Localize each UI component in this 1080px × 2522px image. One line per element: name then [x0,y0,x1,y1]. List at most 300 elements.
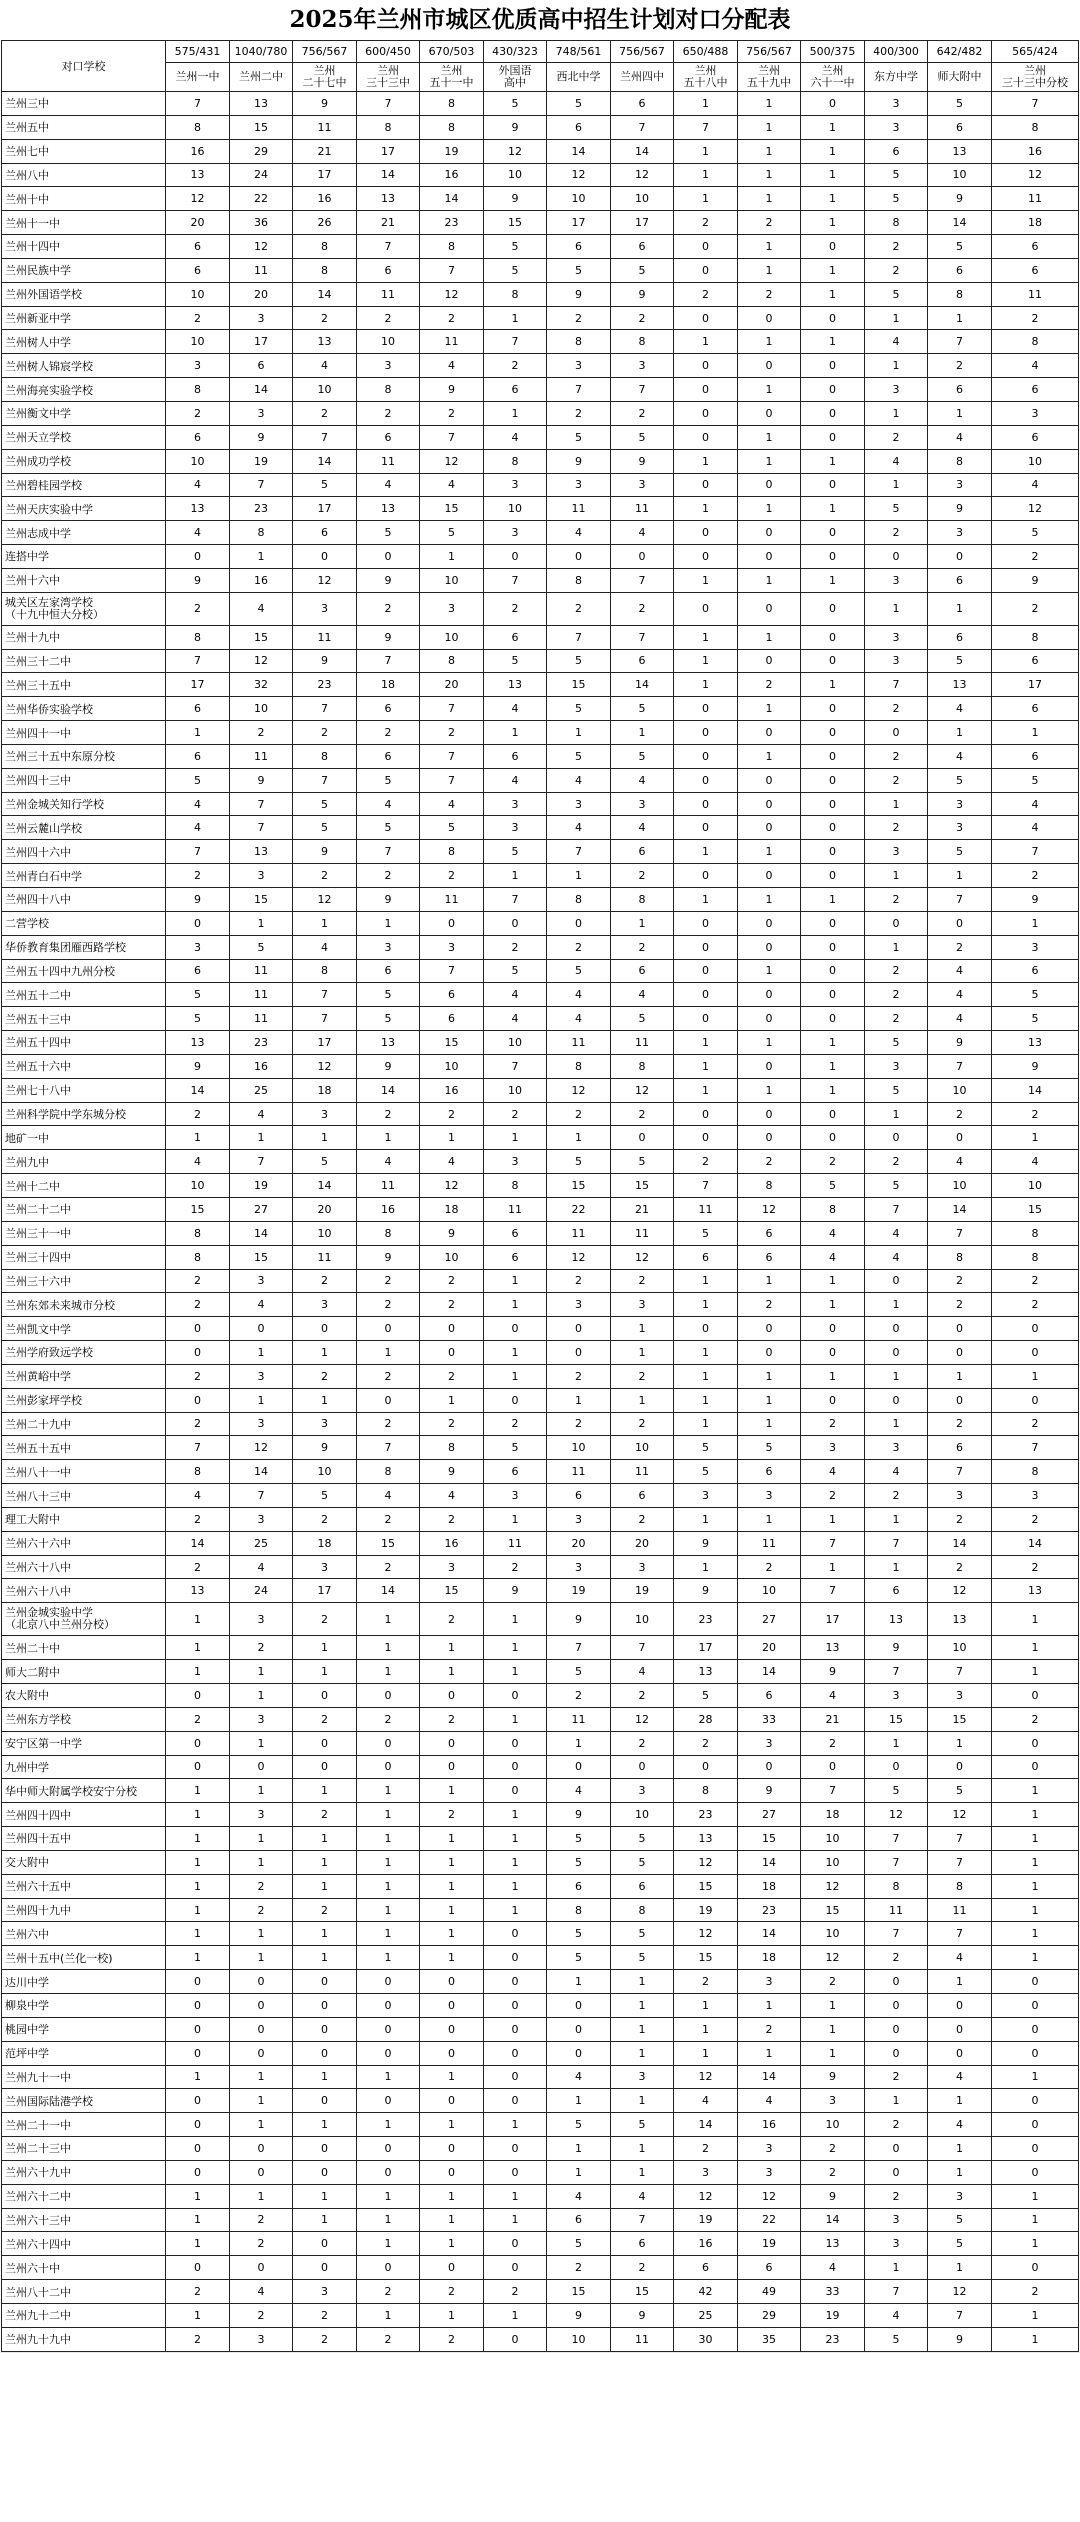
school-name-cell: 地矿一中 [2,1126,166,1150]
quota-cell: 6 [611,92,674,116]
quota-cell: 1 [674,139,738,163]
quota-cell: 2 [293,721,357,745]
quota-cell: 0 [801,1007,865,1031]
table-row [2,1341,1079,1365]
school-name-cell: 兰州东方学校 [2,1707,166,1731]
column-header: 师大附中 [928,63,992,92]
quota-cell: 2 [865,959,928,983]
quota-cell: 0 [293,1731,357,1755]
quota-cell: 1 [928,2256,992,2280]
quota-cell: 1 [738,697,801,721]
quota-cell: 1 [166,1850,230,1874]
quota-cell: 2 [166,1364,230,1388]
table-row [2,1922,1079,1946]
quota-cell: 3 [865,2232,928,2256]
quota-cell: 13 [230,92,293,116]
quota-cell: 13 [801,2232,865,2256]
quota-cell: 22 [230,187,293,211]
quota-cell: 0 [992,1388,1079,1412]
quota-cell: 9 [992,1054,1079,1078]
school-name-cell: 二营学校 [2,911,166,935]
quota-cell: 0 [166,1731,230,1755]
school-name-cell: 兰州四十六中 [2,840,166,864]
quota-cell: 0 [801,864,865,888]
quota-cell: 2 [801,2137,865,2161]
quota-cell: 4 [357,792,420,816]
quota-cell: 2 [674,1150,738,1174]
quota-cell: 2 [293,864,357,888]
quota-cell: 2 [738,211,801,235]
quota-cell: 1 [992,721,1079,745]
quota-cell: 8 [992,115,1079,139]
quota-cell: 14 [357,1579,420,1603]
quota-cell: 8 [547,1054,611,1078]
quota-cell: 0 [420,2017,484,2041]
quota-cell: 5 [547,2232,611,2256]
quota-cell: 3 [674,2160,738,2184]
quota-cell: 16 [230,1054,293,1078]
quota-cell: 1 [992,1922,1079,1946]
quota-cell: 36 [230,211,293,235]
quota-cell: 0 [801,959,865,983]
quota-cell: 8 [166,378,230,402]
quota-cell: 1 [293,1874,357,1898]
quota-cell: 1 [484,1364,547,1388]
quota-cell: 3 [484,521,547,545]
quota-cell: 1 [865,592,928,625]
quota-cell: 1 [357,1827,420,1851]
quota-cell: 0 [357,2160,420,2184]
quota-cell: 4 [865,1245,928,1269]
quota-cell: 14 [293,1174,357,1198]
quota-cell: 1 [992,2232,1079,2256]
quota-cell: 0 [420,1317,484,1341]
quota-cell: 1 [865,401,928,425]
quota-cell: 0 [357,1684,420,1708]
table-row [2,1731,1079,1755]
school-name-cell: 兰州六十五中 [2,1874,166,1898]
quota-cell: 0 [801,473,865,497]
quota-cell: 0 [357,2089,420,2113]
quota-cell: 5 [674,1460,738,1484]
quota-cell: 4 [547,1779,611,1803]
quota-cell: 3 [738,2137,801,2161]
quota-cell: 1 [928,2137,992,2161]
quota-cell: 0 [484,2041,547,2065]
quota-cell: 13 [928,673,992,697]
quota-cell: 1 [166,1946,230,1970]
quota-cell: 5 [547,1922,611,1946]
quota-cell: 8 [928,1245,992,1269]
quota-cell: 3 [484,473,547,497]
school-name-cell: 兰州八十二中 [2,2280,166,2304]
table-row [2,768,1079,792]
quota-cell: 2 [357,306,420,330]
quota-cell: 1 [611,721,674,745]
quota-cell: 5 [992,1007,1079,1031]
table-row [2,1221,1079,1245]
quota-cell: 15 [230,1245,293,1269]
quota-cell: 1 [801,1364,865,1388]
quota-cell: 16 [357,1197,420,1221]
quota-cell: 0 [801,1388,865,1412]
quota-cell: 4 [928,1946,992,1970]
quota-cell: 2 [166,306,230,330]
quota-cell: 23 [293,673,357,697]
quota-cell: 12 [992,163,1079,187]
quota-cell: 9 [293,1436,357,1460]
quota-cell: 5 [928,2232,992,2256]
quota-cell: 0 [484,1388,547,1412]
school-name-cell: 城关区左家湾学校 （十九中恒大分校） [2,592,166,625]
score-header: 430/323 [484,41,547,63]
quota-cell: 2 [865,816,928,840]
quota-cell: 7 [865,1850,928,1874]
quota-cell: 1 [928,592,992,625]
quota-cell: 9 [357,1054,420,1078]
quota-cell: 2 [484,354,547,378]
quota-cell: 17 [230,330,293,354]
quota-cell: 9 [801,2184,865,2208]
quota-cell: 1 [801,449,865,473]
quota-cell: 1 [992,1946,1079,1970]
quota-cell: 8 [420,1436,484,1460]
allocation-table [1,40,1079,2352]
quota-cell: 12 [293,1054,357,1078]
quota-cell: 5 [928,2208,992,2232]
quota-cell: 23 [801,2327,865,2351]
quota-cell: 5 [166,983,230,1007]
quota-cell: 4 [547,768,611,792]
quota-cell: 4 [738,2089,801,2113]
quota-cell: 7 [420,697,484,721]
quota-cell: 9 [357,568,420,592]
quota-cell: 1 [420,1636,484,1660]
quota-cell: 2 [992,1102,1079,1126]
table-row [2,1078,1079,1102]
quota-cell: 17 [166,673,230,697]
column-header: 兰州二中 [230,63,293,92]
quota-cell: 2 [547,592,611,625]
quota-cell: 5 [611,1946,674,1970]
school-name-cell: 兰州三十四中 [2,1245,166,1269]
school-name-cell: 兰州四十三中 [2,768,166,792]
quota-cell: 7 [801,1779,865,1803]
table-row [2,888,1079,912]
quota-cell: 1 [865,1507,928,1531]
quota-cell: 4 [357,473,420,497]
school-name-cell: 兰州三十六中 [2,1269,166,1293]
quota-cell: 7 [865,1827,928,1851]
quota-cell: 0 [992,2160,1079,2184]
school-name-cell: 兰州九十二中 [2,2303,166,2327]
quota-cell: 15 [992,1197,1079,1221]
quota-cell: 5 [611,425,674,449]
quota-cell: 11 [547,1031,611,1055]
table-row [2,1269,1079,1293]
quota-cell: 0 [674,911,738,935]
quota-cell: 7 [357,235,420,259]
quota-cell: 2 [865,2184,928,2208]
quota-cell: 5 [484,258,547,282]
quota-cell: 0 [293,2256,357,2280]
quota-cell: 0 [484,2137,547,2161]
school-name-cell: 兰州三十一中 [2,1221,166,1245]
quota-cell: 1 [865,1102,928,1126]
quota-cell: 0 [865,1269,928,1293]
quota-cell: 0 [674,1102,738,1126]
table-row [2,1970,1079,1994]
quota-cell: 1 [420,1126,484,1150]
table-row [2,1174,1079,1198]
score-header: 1040/780 [230,41,293,63]
quota-cell: 15 [230,115,293,139]
quota-cell: 12 [928,1803,992,1827]
quota-cell: 8 [357,378,420,402]
quota-cell: 0 [865,1388,928,1412]
quota-cell: 15 [547,2280,611,2304]
quota-cell: 8 [611,1898,674,1922]
quota-cell: 4 [357,1150,420,1174]
quota-cell: 0 [992,1970,1079,1994]
quota-cell: 1 [230,1388,293,1412]
quota-cell: 8 [801,1197,865,1221]
quota-cell: 10 [928,163,992,187]
quota-cell: 0 [674,768,738,792]
quota-cell: 1 [738,1507,801,1531]
table-row [2,1460,1079,1484]
school-name-cell: 兰州天庆实验中学 [2,497,166,521]
quota-cell: 14 [293,449,357,473]
table-row [2,2160,1079,2184]
quota-cell: 11 [230,744,293,768]
quota-cell: 8 [992,330,1079,354]
quota-cell: 1 [357,1874,420,1898]
quota-cell: 1 [865,306,928,330]
quota-cell: 3 [865,1684,928,1708]
quota-cell: 12 [865,1803,928,1827]
quota-cell: 1 [801,2017,865,2041]
quota-cell: 4 [611,2184,674,2208]
quota-cell: 2 [166,1507,230,1531]
quota-cell: 0 [738,1755,801,1779]
quota-cell: 5 [420,521,484,545]
quota-cell: 1 [992,1898,1079,1922]
quota-cell: 0 [674,401,738,425]
quota-cell: 2 [992,1293,1079,1317]
quota-cell: 7 [484,568,547,592]
quota-cell: 0 [992,2089,1079,2113]
quota-cell: 7 [420,425,484,449]
quota-cell: 5 [928,1779,992,1803]
quota-cell: 8 [611,888,674,912]
quota-cell: 1 [674,163,738,187]
quota-cell: 1 [293,1922,357,1946]
quota-cell: 0 [928,2041,992,2065]
quota-cell: 7 [547,378,611,402]
table-row [2,1779,1079,1803]
quota-cell: 3 [865,568,928,592]
quota-cell: 11 [547,497,611,521]
quota-cell: 6 [738,2256,801,2280]
table-row [2,911,1079,935]
quota-cell: 0 [674,1126,738,1150]
quota-cell: 5 [865,1078,928,1102]
quota-cell: 8 [166,115,230,139]
quota-cell: 6 [547,1484,611,1508]
quota-cell: 7 [928,1922,992,1946]
quota-cell: 10 [738,1579,801,1603]
quota-cell: 23 [420,211,484,235]
quota-cell: 15 [166,1197,230,1221]
quota-cell: 3 [738,2160,801,2184]
quota-cell: 2 [992,1269,1079,1293]
quota-cell: 10 [420,1245,484,1269]
quota-cell: 2 [928,1412,992,1436]
quota-cell: 1 [547,1970,611,1994]
table-row [2,1197,1079,1221]
quota-cell: 2 [674,282,738,306]
table-row [2,545,1079,569]
quota-cell: 0 [484,1684,547,1708]
quota-cell: 6 [865,1579,928,1603]
school-name-cell: 兰州六十四中 [2,2232,166,2256]
quota-cell: 10 [801,1850,865,1874]
quota-cell: 23 [230,1031,293,1055]
quota-cell: 13 [674,1827,738,1851]
quota-cell: 2 [166,1707,230,1731]
quota-cell: 1 [738,959,801,983]
quota-cell: 6 [674,1245,738,1269]
table-row [2,2184,1079,2208]
quota-cell: 1 [928,1364,992,1388]
quota-cell: 2 [230,1874,293,1898]
quota-cell: 20 [230,282,293,306]
quota-cell: 8 [992,1245,1079,1269]
quota-cell: 6 [738,1460,801,1484]
quota-cell: 8 [293,258,357,282]
quota-cell: 7 [357,840,420,864]
quota-cell: 1 [801,211,865,235]
quota-cell: 3 [230,1364,293,1388]
quota-cell: 1 [484,1803,547,1827]
table-row [2,378,1079,402]
quota-cell: 12 [674,1850,738,1874]
score-header: 500/375 [801,41,865,63]
quota-cell: 6 [992,697,1079,721]
quota-cell: 16 [420,1078,484,1102]
quota-cell: 7 [166,840,230,864]
score-header: 756/567 [738,41,801,63]
quota-cell: 0 [801,911,865,935]
quota-cell: 15 [611,1174,674,1198]
quota-cell: 2 [420,721,484,745]
quota-cell: 8 [484,282,547,306]
quota-cell: 0 [801,401,865,425]
quota-cell: 6 [484,378,547,402]
quota-cell: 3 [547,1555,611,1579]
quota-cell: 14 [357,1078,420,1102]
quota-cell: 3 [611,354,674,378]
quota-cell: 14 [230,378,293,402]
quota-cell: 1 [166,2184,230,2208]
quota-cell: 2 [611,864,674,888]
table-row [2,673,1079,697]
school-name-cell: 兰州十一中 [2,211,166,235]
table-row [2,1102,1079,1126]
quota-cell: 4 [801,1684,865,1708]
quota-cell: 5 [420,816,484,840]
quota-cell: 10 [293,1460,357,1484]
table-row [2,1707,1079,1731]
quota-cell: 2 [928,1293,992,1317]
quota-cell: 2 [420,1707,484,1731]
quota-cell: 3 [738,1731,801,1755]
quota-cell: 0 [801,92,865,116]
quota-cell: 0 [674,816,738,840]
quota-cell: 6 [992,744,1079,768]
quota-cell: 8 [166,1460,230,1484]
quota-cell: 11 [547,1707,611,1731]
school-name-cell: 兰州五十四中九州分校 [2,959,166,983]
quota-cell: 0 [674,521,738,545]
quota-cell: 12 [738,1197,801,1221]
quota-cell: 7 [293,768,357,792]
school-name-cell: 兰州凯文中学 [2,1317,166,1341]
quota-cell: 7 [928,1054,992,1078]
quota-cell: 0 [166,545,230,569]
quota-cell: 1 [230,1922,293,1946]
quota-cell: 0 [674,235,738,259]
quota-cell: 7 [166,92,230,116]
quota-cell: 0 [166,2256,230,2280]
quota-cell: 1 [484,1603,547,1636]
quota-cell: 8 [992,1221,1079,1245]
quota-cell: 12 [674,2184,738,2208]
quota-cell: 2 [738,2017,801,2041]
quota-cell: 3 [166,354,230,378]
quota-cell: 0 [992,2113,1079,2137]
quota-cell: 1 [674,568,738,592]
quota-cell: 3 [928,473,992,497]
quota-cell: 6 [928,568,992,592]
quota-cell: 1 [738,1269,801,1293]
quota-cell: 2 [611,401,674,425]
quota-cell: 1 [357,2208,420,2232]
quota-cell: 3 [293,1293,357,1317]
school-name-cell: 兰州八十三中 [2,1484,166,1508]
quota-cell: 0 [166,2041,230,2065]
quota-cell: 5 [293,816,357,840]
quota-cell: 14 [738,1660,801,1684]
quota-cell: 1 [611,2089,674,2113]
quota-cell: 1 [738,1412,801,1436]
quota-cell: 20 [166,211,230,235]
quota-cell: 3 [547,473,611,497]
quota-cell: 1 [230,545,293,569]
quota-cell: 1 [674,1412,738,1436]
quota-cell: 2 [611,2256,674,2280]
quota-cell: 1 [928,721,992,745]
quota-cell: 1 [420,2208,484,2232]
quota-cell: 9 [547,2303,611,2327]
school-name-cell: 兰州二十九中 [2,1412,166,1436]
quota-cell: 2 [801,2160,865,2184]
quota-cell: 0 [738,816,801,840]
quota-cell: 5 [611,1850,674,1874]
quota-cell: 1 [992,1827,1079,1851]
quota-cell: 5 [166,1007,230,1031]
